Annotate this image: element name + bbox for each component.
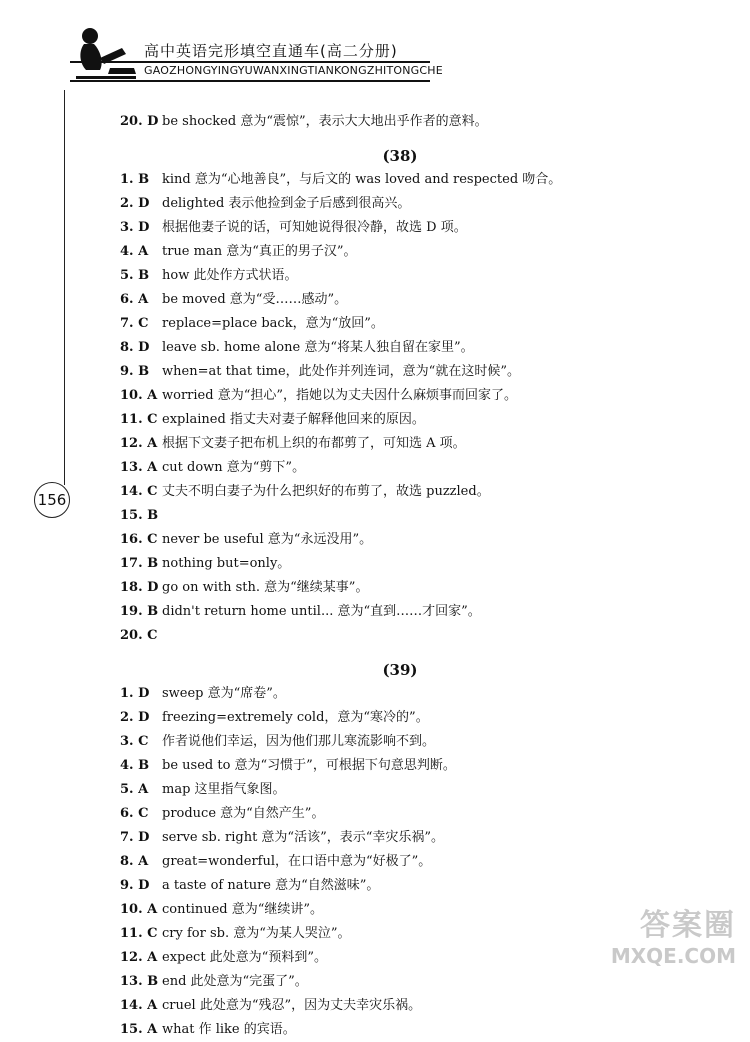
answer-explanation: leave sb. home alone 意为“将某人独自留在家里”。 [162, 340, 474, 355]
answer-explanation: freezing=extremely cold，意为“寒冷的”。 [162, 710, 429, 725]
answer-item [120, 408, 680, 432]
answer-explanation: serve sb. right 意为“活该”，表示“幸灾乐祸”。 [162, 830, 445, 845]
section-title: (39) [382, 661, 418, 679]
answer-item [120, 874, 680, 898]
watermark [611, 900, 736, 968]
answer-explanation: cut down 意为“剪下”。 [162, 460, 306, 475]
answer-explanation: a taste of nature 意为“自然滋味”。 [162, 878, 380, 893]
answer-number: 11. C [120, 412, 158, 427]
answer-number: 14. A [120, 998, 158, 1013]
answer-item [120, 504, 680, 528]
answer-item [120, 850, 680, 874]
answer-item [120, 360, 680, 384]
book-title-pinyin: GAOZHONGYINGYUWANXINGTIANKONGZHITONGCHE [144, 64, 443, 77]
answer-number: 13. A [120, 460, 158, 475]
answer-number: 7. C [120, 316, 149, 331]
header-rule-bottom [70, 80, 430, 82]
answer-explanation: great=wonderful，在口语中意为“好极了”。 [162, 854, 432, 869]
answer-explanation: be shocked 意为“震惊”，表示大大地出乎作者的意料。 [162, 114, 488, 129]
answer-explanation: nothing but=only。 [162, 556, 291, 571]
answer-number: 17. B [120, 556, 159, 571]
answer-explanation: cruel 此处意为“残忍”，因为丈夫幸灾乐祸。 [162, 998, 422, 1013]
answer-explanation: be moved 意为“受……感动”。 [162, 292, 348, 307]
answer-item [120, 826, 680, 850]
answer-number: 2. D [120, 196, 150, 211]
answer-explanation: kind 意为“心地善良”，与后文的 was loved and respected 吻合。 [162, 172, 562, 187]
answer-number: 4. A [120, 244, 149, 259]
answer-item [120, 778, 680, 802]
answer-explanation: go on with sth. 意为“继续某事”。 [162, 580, 369, 595]
answer-number: 10. A [120, 388, 158, 403]
answer-explanation: explained 指丈夫对妻子解释他回来的原因。 [162, 412, 425, 427]
answer-number: 3. D [120, 220, 150, 235]
answer-number: 13. B [120, 974, 159, 989]
answer-item [120, 312, 680, 336]
answer-number: 2. D [120, 710, 150, 725]
answer-number: 1. D [120, 686, 150, 701]
section-gap [120, 134, 680, 144]
answer-explanation: continued 意为“继续讲”。 [162, 902, 324, 917]
answer-explanation: didn't return home until... 意为“直到……才回家”。 [162, 604, 481, 619]
answer-explanation: true man 意为“真正的男子汉”。 [162, 244, 357, 259]
answer-item [120, 288, 680, 312]
answer-explanation: 根据下文妻子把布机上织的布都剪了，可知选 A 项。 [162, 436, 466, 451]
answer-number: 8. D [120, 340, 150, 355]
answer-item [120, 552, 680, 576]
answer-number: 20. C [120, 628, 158, 643]
answer-content [120, 110, 680, 1042]
answer-number: 15. A [120, 1022, 158, 1037]
answer-item [120, 754, 680, 778]
answer-number: 11. C [120, 926, 158, 941]
answer-explanation: never be useful 意为“永远没用”。 [162, 532, 373, 547]
answer-explanation: be used to 意为“习惯于”，可根据下句意思判断。 [162, 758, 456, 773]
answer-explanation: 作者说他们幸运，因为他们那儿寒流影响不到。 [162, 734, 436, 749]
answer-number: 4. B [120, 758, 150, 773]
answer-number: 18. D [120, 580, 159, 595]
book-title: 高中英语完形填空直通车(高二分册) [144, 42, 398, 60]
answer-explanation: sweep 意为“席卷”。 [162, 686, 286, 701]
answer-explanation: cry for sb. 意为“为某人哭泣”。 [162, 926, 351, 941]
answer-explanation: delighted 表示他捡到金子后感到很高兴。 [162, 196, 411, 211]
answer-item [120, 384, 680, 408]
answer-item [120, 706, 680, 730]
answer-item [120, 432, 680, 456]
answer-item [120, 456, 680, 480]
answer-item [120, 576, 680, 600]
answer-number: 19. B [120, 604, 159, 619]
margin-line [64, 90, 65, 485]
answer-item [120, 994, 680, 1018]
answer-number: 7. D [120, 830, 150, 845]
header-rule-top [70, 61, 430, 63]
answer-number: 12. A [120, 950, 158, 965]
answer-number: 9. B [120, 364, 150, 379]
answer-item [120, 802, 680, 826]
answer-item [120, 480, 680, 504]
answer-number: 15. B [120, 508, 159, 523]
answer-number: 12. A [120, 436, 158, 451]
section-gap [120, 648, 680, 658]
answer-explanation: what 作 like 的宾语。 [162, 1022, 296, 1037]
answer-item [120, 682, 680, 706]
answer-item [120, 216, 680, 240]
answer-explanation: end 此处意为“完蛋了”。 [162, 974, 308, 989]
answer-explanation: 丈夫不明白妻子为什么把织好的布剪了，故选 puzzled。 [162, 484, 490, 499]
answer-item [120, 600, 680, 624]
answer-explanation: replace=place back，意为“放回”。 [162, 316, 384, 331]
answer-item [120, 922, 680, 946]
answer-number: 14. C [120, 484, 158, 499]
answer-item [120, 730, 680, 754]
answer-number: 1. B [120, 172, 150, 187]
answer-item [120, 240, 680, 264]
answer-number: 5. A [120, 782, 149, 797]
answer-number: 5. B [120, 268, 150, 283]
answer-explanation: expect 此处意为“预料到”。 [162, 950, 327, 965]
answer-item [120, 336, 680, 360]
section-title: (38) [382, 147, 418, 165]
answer-item [120, 624, 680, 648]
answer-number: 8. A [120, 854, 149, 869]
answer-item [120, 1018, 680, 1042]
watermark-url: MXQE.COM [610, 944, 736, 968]
answer-number: 3. C [120, 734, 149, 749]
answer-item [120, 898, 680, 922]
answer-number: 20. D [120, 114, 159, 129]
answer-explanation: map 这里指气象图。 [162, 782, 286, 797]
answer-number: 6. C [120, 806, 149, 821]
watermark-brand: 答案圈 [640, 908, 736, 943]
answer-explanation: when=at that time，此处作并列连词，意为“就在这时候”。 [162, 364, 520, 379]
page-number: 156 [34, 482, 70, 518]
answer-number: 9. D [120, 878, 150, 893]
answer-item [120, 192, 680, 216]
answer-explanation: how 此处作方式状语。 [162, 268, 298, 283]
answer-item [120, 528, 680, 552]
answer-number: 16. C [120, 532, 158, 547]
answer-explanation: 根据他妻子说的话，可知她说得很冷静，故选 D 项。 [162, 220, 467, 235]
answer-item [120, 168, 680, 192]
answer-item [120, 946, 680, 970]
answer-explanation: produce 意为“自然产生”。 [162, 806, 325, 821]
answer-item [120, 970, 680, 994]
answer-item [120, 110, 680, 134]
answer-number: 6. A [120, 292, 149, 307]
answer-number: 10. A [120, 902, 158, 917]
answer-item [120, 264, 680, 288]
answer-explanation: worried 意为“担心”，指她以为丈夫因什么麻烦事而回家了。 [162, 388, 517, 403]
